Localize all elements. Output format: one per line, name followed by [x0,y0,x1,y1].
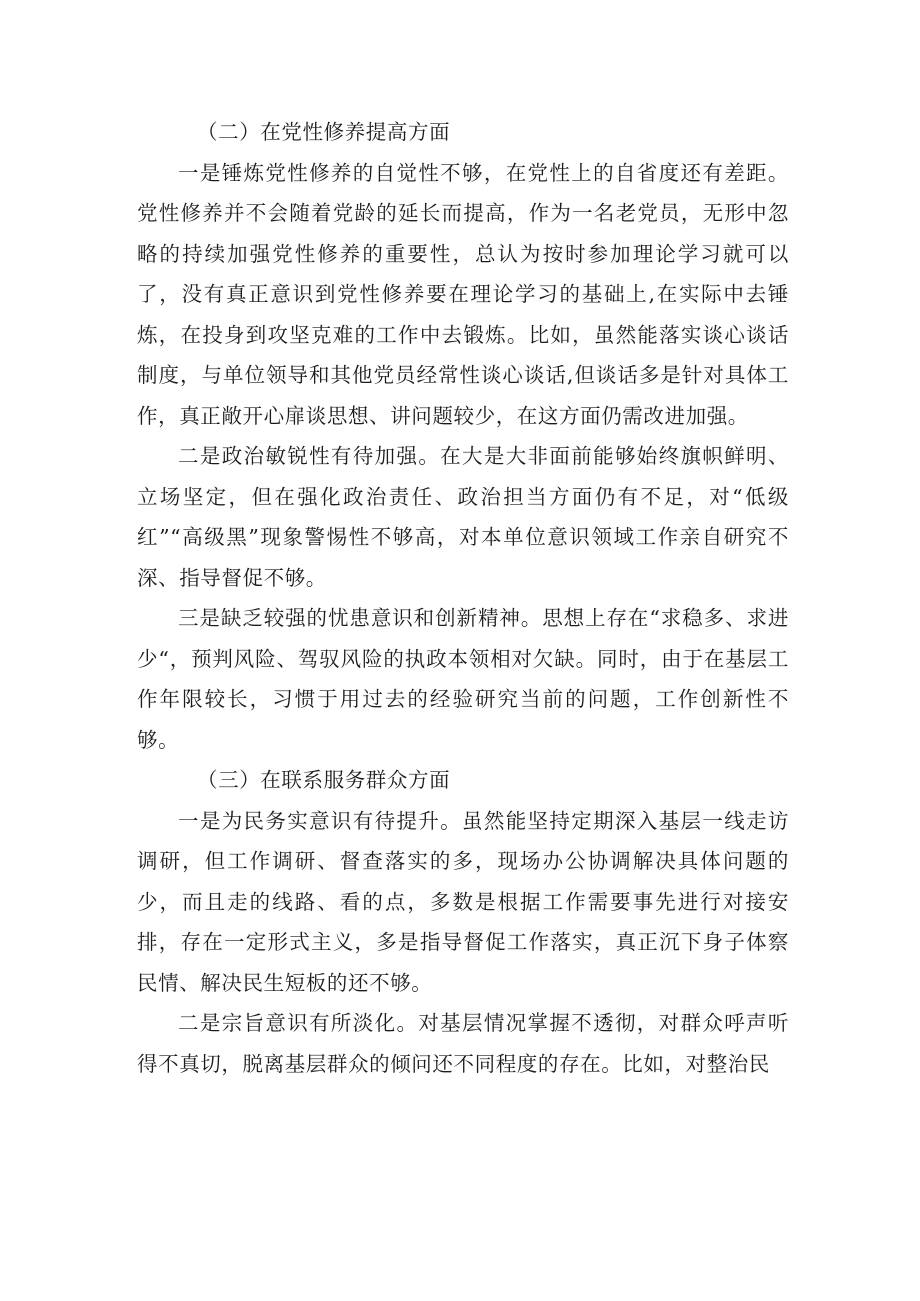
paragraph: 二是宗旨意识有所淡化。对基层情况掌握不透彻，对群众呼声听得不真切，脱离基层群众的倾问还不同程度的存在。比如，对整治民 [137,1011,789,1076]
paragraph: 三是缺乏较强的忧患意识和创新精神。思想上存在“求稳多、求进少“，预判风险、驾驭风险的执政本领相对欠缺。同时，由于在基层工作年限较长，习惯于用过去的经验研究当前的问题，工作创新性不够。 [137,606,789,752]
paragraph: 一是为民务实意识有待提升。虽然能坚持定期深入基层一线走访调研，但工作调研、督查落实的多，现场办公协调解决具体问题的少，而且走的线路、看的点，多数是根据工作需要事先进行对接安排，存在一定形式主义，多是指导督促工作落实，真正沉下身子体察民情、解决民生短板的还不够。 [137,808,789,995]
section-heading-3: （三）在联系服务群众方面 [197,768,451,792]
paragraph: 二是政治敏锐性有待加强。在大是大非面前能够始终旗帜鲜明、立场坚定，但在强化政治责任、政治担当方面仍有不足，对“低级红”“高级黑”现象警惕性不够高，对本单位意识领域工作亲自研究不深、指导督促不够。 [137,444,789,590]
section-heading-2: （二）在党性修养提高方面 [197,120,451,144]
paragraph: 一是锤炼党性修养的自觉性不够，在党性上的自省度还有差距。党性修养并不会随着党龄的延长而提高，作为一名老党员，无形中忽略的持续加强党性修养的重要性，总认为按时参加理论学习就可以了，没有真正意识到党性修养要在理论学习的基础上,在实际中去锤炼，在投身到攻坚克难的工作中去锻炼。比如，虽然能落实谈心谈话制度，与单位领导和其他党员经常性谈心谈话,但谈话多是针对具体工作，真正敞开心扉谈思想、讲问题较少，在这方面仍需改进加强。 [137,160,789,428]
document-body [137,112,789,1084]
